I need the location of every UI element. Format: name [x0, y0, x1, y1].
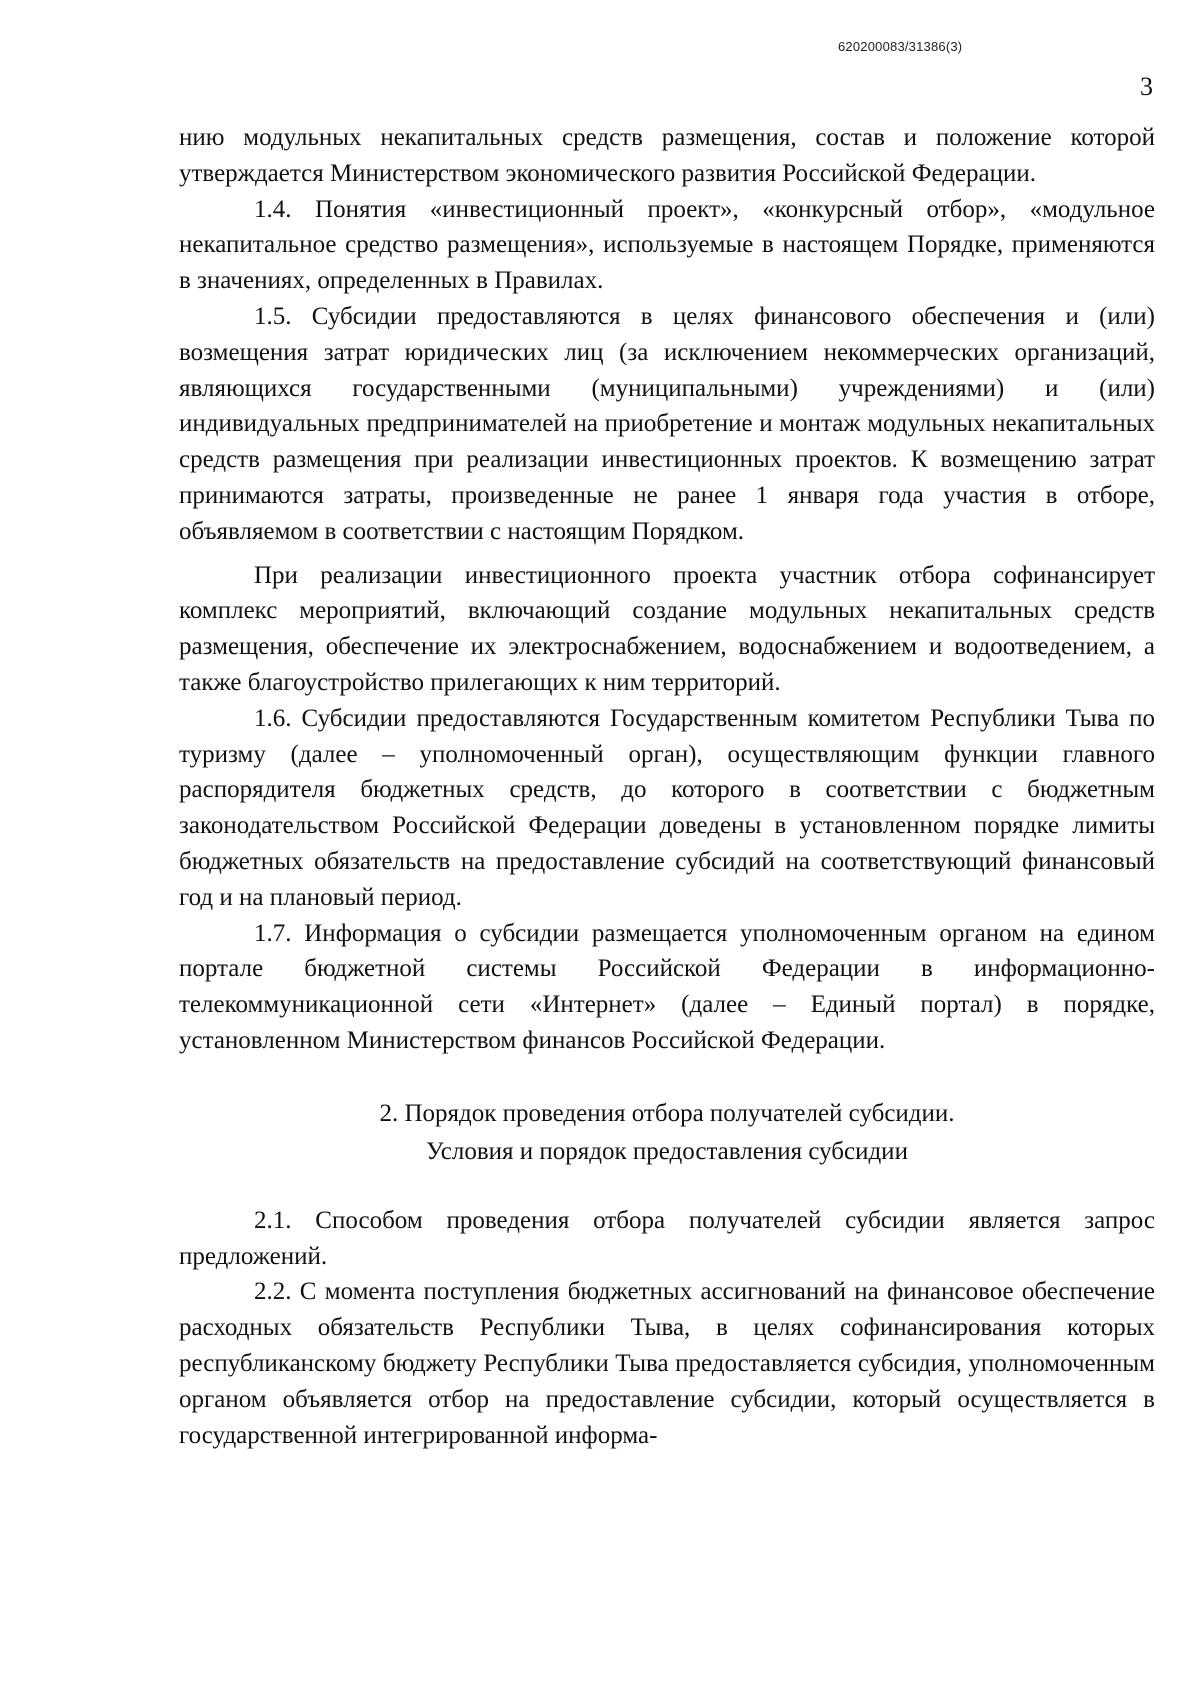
section-title — [179, 1095, 1155, 1171]
paragraph-cofinancing: При реализации инвестиционного проекта участник отбора софинансирует комплекс мероприятий, включающий создание модульных некапитальных средств размещения, обеспечение их электроснабжением, водоснабжением и водоотведением, а также благоустройство прилегающих к ним территорий. — [179, 561, 1155, 696]
paragraph-2-2: 2.2. С момента поступления бюджетных ассигнований на финансовое обеспечение расходных обязательств Республики Тыва, в целях софинансирования которых республиканскому бюджету Республики Тыва предоставляется субсидия, уполномоченным органом объявляется отбор на предоставление субсидии, который осуществляется в государственной интегрированной информа- — [179, 1278, 1155, 1449]
paragraph-1-5: 1.5. Субсидии предоставляются в целях финансового обеспечения и (или) возмещения затрат юридических лиц (за исключением некоммерческих организаций, являющихся государственными (муниципальными) учреждениями) и (или) индивидуальных предпринимателей на приобретение и монтаж модульных некапитальных средств размещения при реализации инвестиционных проектов. К возмещению затрат принимаются затраты, произведенные не ранее 1 января года участия в отборе, объявляемом в соответствии с настоящим Порядком. — [179, 302, 1155, 545]
document-code: 620200083/31386(3) — [838, 39, 963, 54]
section-title-line-2: Условия и порядок предоставления субсидии — [426, 1137, 908, 1165]
page-number: 3 — [1140, 72, 1153, 101]
paragraph-1-7: 1.7. Информация о субсидии размещается уполномоченным органом на едином портале бюджетной системы Российской Федерации в информационно-телекоммуникационной сети «Интернет» (далее – Единый портал) в порядке, установленном Министерством финансов Российской Федерации. — [179, 919, 1155, 1054]
paragraph-continuation: нию модульных некапитальных средств размещения, состав и положение которой утверждается Министерством экономического развития Российской Федерации. — [179, 124, 1155, 187]
paragraph-2-1: 2.1. Способом проведения отбора получателей субсидии является запрос предложений. — [179, 1206, 1155, 1270]
paragraph-1-4: 1.4. Понятия «инвестиционный проект», «конкурсный отбор», «модульное некапитальное средство размещения», используемые в настоящем Порядке, применяются в значениях, определенных в Правилах. — [179, 195, 1155, 295]
section-title-line-1: 2. Порядок проведения отбора получателей субсидии. — [379, 1099, 955, 1127]
document-body — [179, 120, 1155, 1453]
paragraph-1-6: 1.6. Субсидии предоставляются Государственным комитетом Республики Тыва по туризму (далее – уполномоченный орган), осуществляющим функции главного распорядителя бюджетных средств, до которого в соответствии с бюджетным законодательством Российской Федерации доведены в установленном порядке лимиты бюджетных обязательств на предоставление субсидий на соответствующий финансовый год и на плановый период. — [179, 704, 1155, 911]
